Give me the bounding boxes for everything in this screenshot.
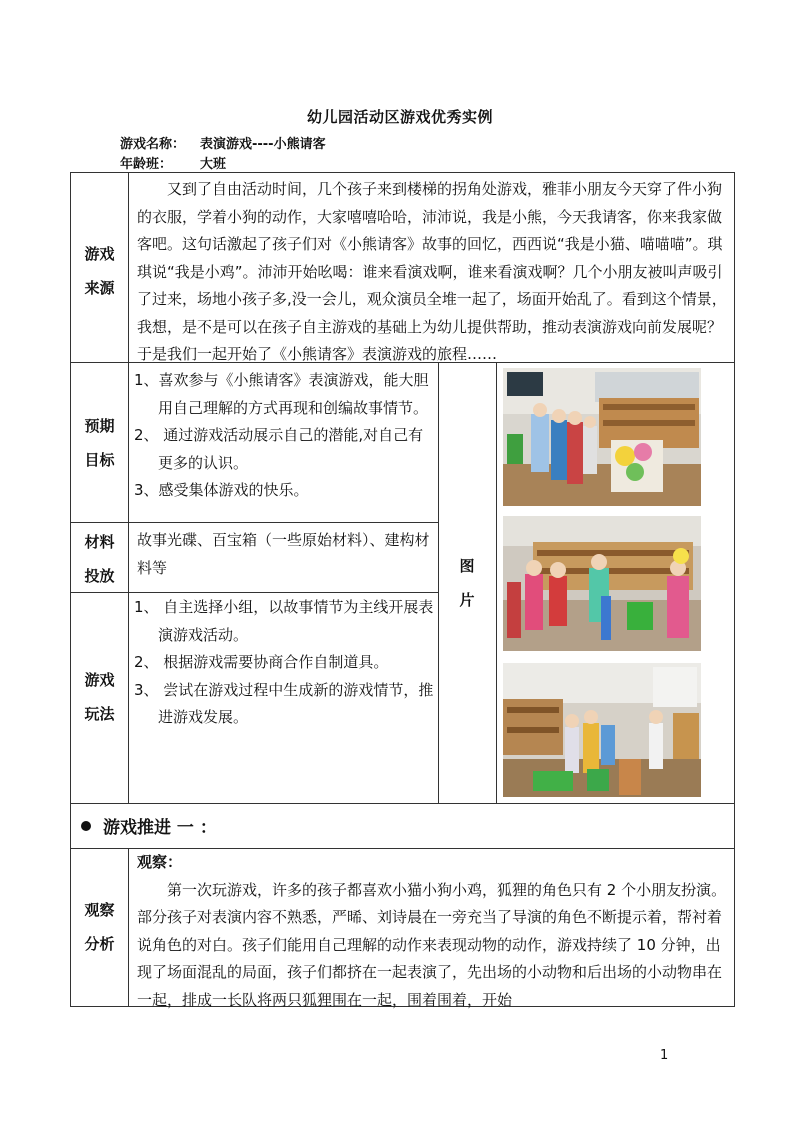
meta-label: 游戏名称：	[120, 137, 186, 152]
play-item: 2、 根据游戏需要协商合作自制道具。	[134, 653, 389, 671]
materials-text: 故事光碟、百宝箱（一些原始材料）、建构材料等	[137, 531, 430, 577]
page-number: 1	[660, 1048, 669, 1063]
meta-game-name	[120, 133, 420, 151]
meta-age-class	[120, 153, 420, 171]
materials-cell	[137, 527, 434, 582]
section-title: 游戏推进 一 ：	[103, 818, 217, 838]
goal-item: 3、感受集体游戏的快乐。	[134, 481, 309, 499]
label-line: 观察	[84, 901, 115, 919]
meta-label: 年龄班：	[120, 157, 173, 172]
label-line: 预期	[84, 417, 115, 435]
play-cell	[134, 594, 434, 732]
classroom-photo-image	[503, 663, 701, 797]
classroom-photo-image	[503, 368, 701, 506]
label-line: 游戏	[84, 245, 115, 263]
photo-3	[503, 663, 701, 797]
label-line: 片	[459, 591, 475, 609]
photo-1	[503, 368, 701, 506]
label-line: 图	[459, 557, 475, 575]
activity-table	[70, 172, 735, 1007]
pictures-label	[438, 549, 496, 617]
row-divider	[71, 522, 438, 523]
materials-label	[71, 525, 128, 593]
label-line: 分析	[84, 935, 115, 953]
classroom-photo-image	[503, 516, 701, 651]
label-line: 来源	[84, 279, 115, 297]
meta-value: 大班	[200, 157, 227, 172]
meta-value: 表演游戏----小熊请客	[200, 137, 326, 152]
observe-heading: 观察：	[137, 853, 183, 871]
label-line: 目标	[84, 451, 115, 469]
goals-cell	[134, 367, 434, 505]
column-divider	[496, 362, 497, 803]
label-line: 材料	[84, 533, 115, 551]
source-cell	[137, 176, 729, 369]
column-divider	[128, 848, 129, 1006]
goal-item: 2、 通过游戏活动展示自己的潜能,对自己有更多的认识。	[134, 426, 424, 472]
photo-2	[503, 516, 701, 651]
column-divider	[128, 173, 129, 803]
play-item: 3、 尝试在游戏过程中生成新的游戏情节，推进游戏发展。	[134, 680, 434, 726]
observe-cell	[137, 849, 729, 1014]
goals-label	[71, 409, 128, 477]
section-heading	[81, 816, 217, 840]
bullet-icon	[81, 821, 91, 831]
source-label	[71, 237, 128, 305]
row-divider	[71, 803, 734, 804]
label-line: 游戏	[84, 671, 115, 689]
label-line: 玩法	[84, 705, 115, 723]
play-label	[71, 663, 128, 731]
source-text: 又到了自由活动时间，几个孩子来到楼梯的拐角处游戏，雅菲小朋友今天穿了件小狗的衣服，学着小狗的动作，大家嘻嘻哈哈，沛沛说，我是小熊，今天我请客，你来我家做客吧。这句话激起了孩子们对《小熊请客》故事的回忆，西西说“我是小猫、喵喵喵”。琪琪说“我是小鸡”。沛沛开始吆喝：谁来看演戏啊，谁来看演戏啊？几个小朋友被叫声吸引了过来，场地小孩子多,没一会儿，观众演员全堆一起了，场面开始乱了。看到这个情景，我想，是不是可以在孩子自主游戏的基础上为幼儿提供帮助，推动表演游戏向前发展呢？于是我们一起开始了《小熊请客》表演游戏的旅程……	[137, 180, 727, 363]
label-line: 投放	[84, 567, 115, 585]
document-title: 幼儿园活动区游戏优秀实例	[306, 108, 493, 126]
observe-text: 第一次玩游戏，许多的孩子都喜欢小猫小狗小鸡，狐狸的角色只有 2 个小朋友扮演。部分孩子对表演内容不熟悉，严晞、刘诗晨在一旁充当了导演的角色不断提示着，帮衬着说角色的对白。孩子们能用自己理解的动作来表现动物的动作，游戏持续了 10 分钟，出现了场面混乱的局面，孩子们都挤在一起表演了，先出场的小动物和后出场的小动物串在一起，排成一长队将两只狐狸围在一起，围着围着，开始	[137, 880, 727, 1009]
observe-label	[71, 893, 128, 961]
play-item: 1、 自主选择小组，以故事情节为主线开展表演游戏活动。	[134, 598, 434, 644]
goal-item: 1、喜欢参与《小熊请客》表演游戏，能大胆用自己理解的方式再现和创编故事情节。	[134, 371, 429, 417]
